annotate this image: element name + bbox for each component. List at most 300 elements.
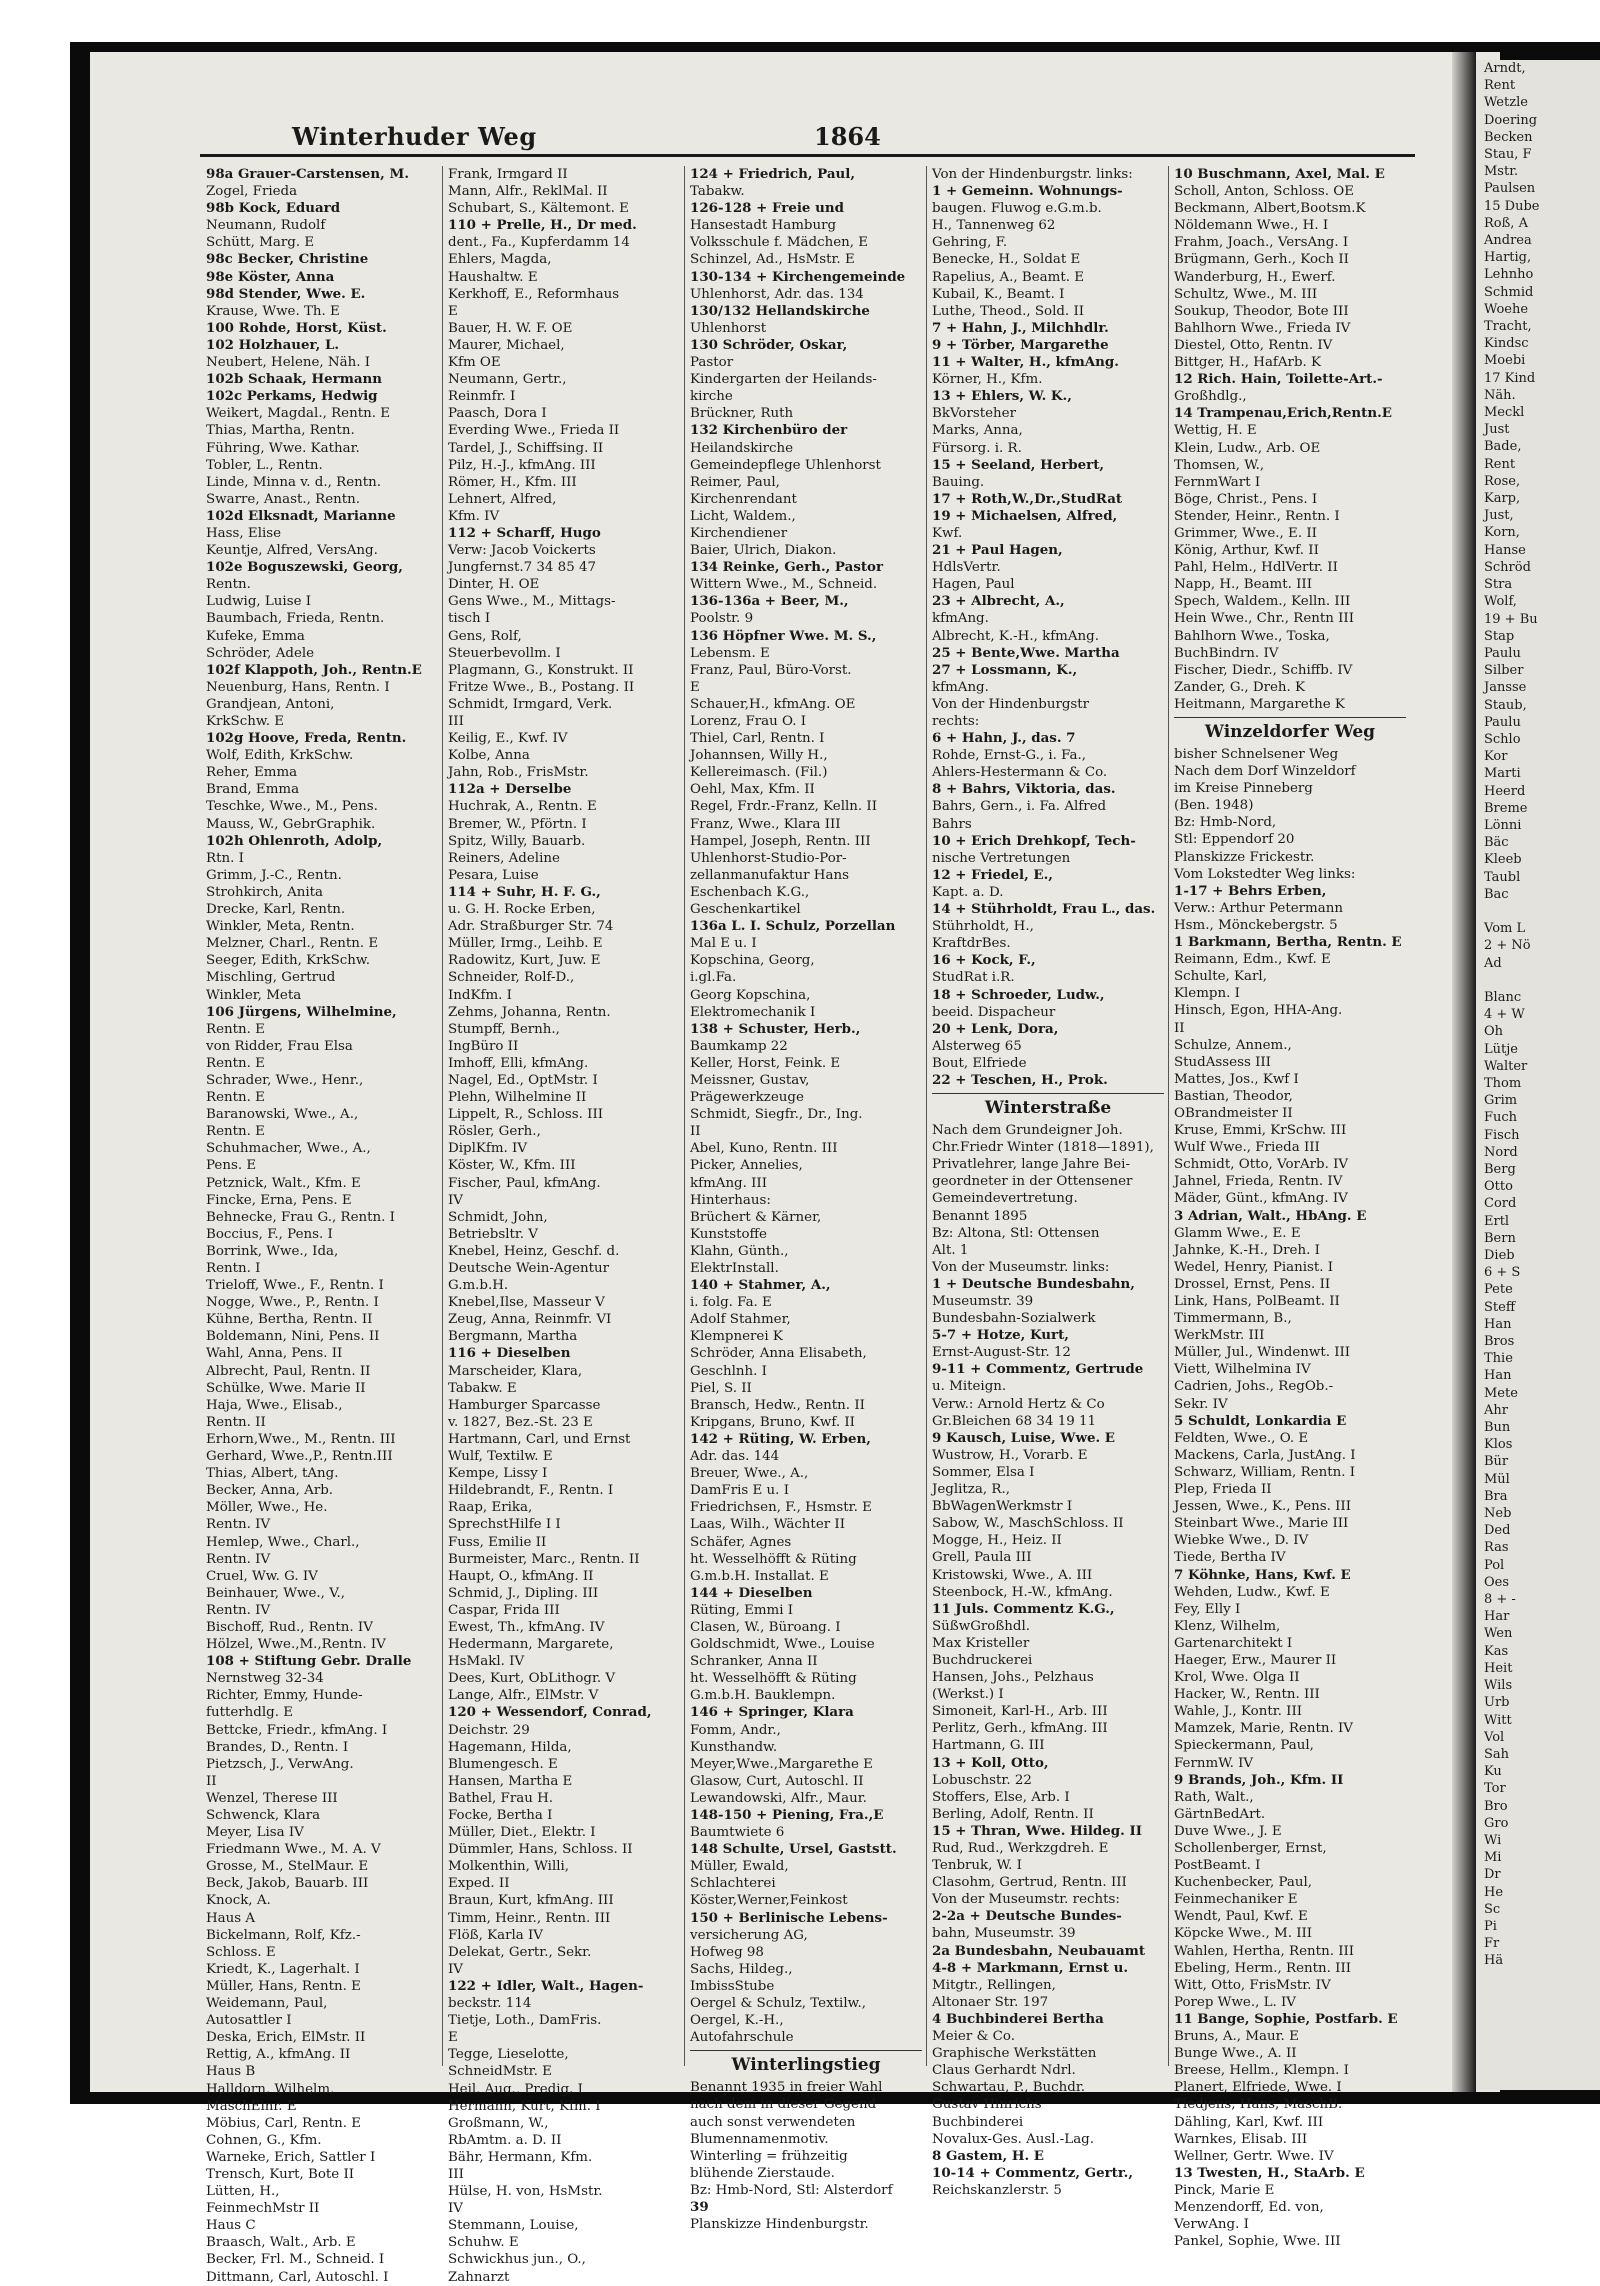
directory-entry: Rentn. E [206,1055,265,1071]
facing-page-fragment: Mstr. [1484,164,1519,180]
directory-entry: Autofahrschule [690,2030,794,2046]
directory-entry: 146 + Springer, Klara [690,1704,854,1721]
directory-entry: 130-134 + Kirchengemeinde [690,268,906,285]
directory-entry: HsMakl. IV [448,1654,525,1670]
directory-entry: Timmermann, B., [1174,1311,1292,1327]
directory-entry: Schmidt, Siegfr., Dr., Ing. [690,1107,863,1123]
directory-entry: Böge, Christ., Pens. I [1174,491,1318,507]
directory-entry: Warnkes, Elisab. III [1174,2131,1308,2147]
directory-entry: Führing, Wwe. Kathar. [206,440,360,456]
directory-entry: 22 + Teschen, H., Prok. [932,1071,1108,1088]
directory-entry: 14 + Stührholdt, Frau L., das. [932,901,1156,918]
directory-entry: Hein Wwe., Chr., Rentn III [1174,611,1355,627]
directory-entry: Neubert, Helene, Näh. I [206,355,371,371]
directory-entry: Nernstweg 32-34 [206,1671,324,1687]
directory-entry: Hermann, Kurt, Kfm. I [448,2098,601,2114]
facing-page-fragment: Schröd [1484,559,1531,575]
directory-entry: Volksschule f. Mädchen, E [690,235,869,251]
directory-entry: Kfm OE [448,355,501,371]
directory-entry: Kunststoffe [690,1226,767,1242]
directory-entry: KraftdrBes. [932,936,1011,952]
directory-entry: 10 + Erich Drehkopf, Tech- [932,832,1136,849]
directory-entry: Neuenburg, Hans, Rentn. I [206,679,390,695]
directory-entry: bisher Schnelsener Weg [1174,747,1339,762]
directory-entry: Rettig, A., kfmAng. II [206,2047,351,2063]
facing-page-fragment: Bäc [1484,835,1509,851]
directory-entry: 5-7 + Hotze, Kurt, [932,1327,1069,1344]
directory-entry: Nach dem Dorf Winzeldorf [1174,764,1356,780]
directory-entry: 102e Boguszewski, Georg, [206,559,403,576]
directory-entry: Rentn. E [206,1090,265,1106]
directory-entry: Witt, Otto, FrisMstr. IV [1174,1977,1331,1993]
facing-page-fragment: Mül [1484,1471,1510,1487]
directory-entry: Reimann, Edm., Kwf. E [1174,952,1331,968]
directory-entry: Müller, Diet., Elektr. I [448,1825,596,1841]
facing-page-fragment: Kindsc [1484,336,1529,352]
directory-entry: Möbius, Carl, Rentn. E [206,2115,361,2131]
directory-entry: Hass, Elise [206,525,282,541]
directory-entry: Wendt, Paul, Kwf. E [1174,1909,1308,1925]
directory-entry: Grandjean, Antoni, [206,696,335,712]
directory-entry: Behnecke, Frau G., Rentn. I [206,1209,395,1225]
facing-page-fragment: Paulu [1484,714,1521,730]
directory-entry: Steenbock, H.-W., kfmAng. [932,1584,1113,1600]
facing-page-fragment: Hartig, [1484,250,1532,266]
directory-entry: Kwf. [932,525,963,541]
directory-entry: Müller, Hans, Rentn. E [206,1978,361,1994]
directory-entry: Winterling = frühzeitig [690,2148,848,2164]
directory-entry: Mäder, Günt., kfmAng. IV [1174,1191,1348,1207]
directory-entry: Bittger, H., HafArb. K [1174,355,1322,371]
directory-entry: Alsterweg 65 [932,1038,1022,1054]
directory-entry: Seeger, Edith, KrkSchw. [206,953,371,969]
directory-entry: Schwartau, P., Buchdr. [932,2080,1086,2096]
directory-entry: HdlsVertr. [932,560,1001,576]
directory-entry: BuchBindrn. IV [1174,645,1279,661]
facing-page-fragment: Dieb [1484,1248,1515,1264]
directory-entry: Hofweg 98 [690,1944,764,1960]
directory-entry: König, Arthur, Kwf. II [1174,543,1319,559]
directory-entry: Fürsorg. i. R. [932,440,1022,456]
directory-entry: Hansen, Martha E [448,1773,573,1789]
directory-entry: Gemeindevertretung. [932,1191,1078,1207]
directory-entry: Dittmann, Carl, Autoschl. I [206,2269,389,2285]
directory-entry: Tiede, Bertha IV [1174,1550,1286,1566]
directory-entry: kfmAng. III [690,1175,768,1191]
facing-page-fragment: Meckl [1484,405,1525,421]
facing-page-edge [1476,60,1600,2090]
facing-page-fragment: Fisch [1484,1127,1520,1143]
directory-entry: Strohkirch, Anita [206,884,324,900]
facing-page-fragment: Bade, [1484,439,1522,455]
directory-entry: 2a Bundesbahn, Neubauamt [932,1942,1146,1959]
directory-column-1 [206,166,438,2285]
directory-entry: Fischer, Paul, kfmAng. [448,1175,601,1191]
directory-entry: Haushaltw. E [448,269,538,285]
directory-entry: 18 + Schroeder, Ludw., [932,986,1105,1003]
directory-entry: Schrader, Wwe., Henr., [206,1072,364,1088]
directory-entry: Haus B [206,2064,256,2080]
directory-entry: Diestel, Otto, Rentn. IV [1174,337,1333,353]
directory-entry: Plep, Frieda II [1174,1482,1272,1498]
directory-entry: Wahl, Anna, Pens. II [206,1346,343,1362]
facing-page-fragment: Blanc [1484,989,1522,1005]
facing-page-fragment: Grim [1484,1093,1518,1109]
directory-entry: Schubart, S., Kältemont. E [448,201,629,217]
directory-entry: Friedmann Wwe., M. A. V [206,1842,381,1858]
directory-entry: baugen. Fluwog e.G.m.b. [932,201,1102,217]
directory-entry: Beinhauer, Wwe., V., [206,1585,346,1601]
directory-entry: Bastian, Theodor, [1174,1088,1293,1104]
column-divider [1168,166,1169,2066]
directory-entry: Vom Lokstedter Weg links: [1174,866,1356,882]
directory-entry: 98a Grauer-Carstensen, M. [206,166,409,182]
directory-entry: Sekr. IV [1174,1396,1228,1412]
directory-entry: Kfm. IV [448,508,500,524]
directory-entry: Jahn, Rob., FrisMstr. [448,765,589,781]
facing-page-fragment: Witt [1484,1712,1512,1728]
facing-page-fragment: Tracht, [1484,319,1532,335]
facing-page-fragment: Walter [1484,1058,1528,1074]
facing-page-fragment: Stau, F [1484,147,1532,163]
directory-entry: Wanderburg, H., Ewerf. [1174,269,1336,285]
directory-entry: ht. Wesselhöfft & Rüting [690,1551,857,1567]
directory-entry: Tenbruk, W. I [932,1858,1022,1874]
directory-entry: 98e Köster, Anna [206,268,335,285]
directory-entry: Trensch, Kurt, Bote II [206,2166,355,2182]
facing-page-fragment: Schmid [1484,284,1534,300]
directory-entry: Von der Museumstr. links: [932,1259,1110,1275]
directory-entry: Wulf Wwe., Frieda III [1174,1140,1320,1156]
facing-page-fragment: Mete [1484,1385,1518,1401]
directory-entry: Jahnel, Frieda, Rentn. IV [1174,1174,1343,1190]
directory-entry: 8 Gastem, H. E [932,2147,1045,2164]
facing-page-fragment: Woehe [1484,301,1529,317]
book-gutter [1452,52,1476,2092]
facing-page-fragment: Rent [1484,456,1516,472]
directory-entry: Pankel, Sophie, Wwe. III [1174,2234,1341,2250]
directory-entry: Kubail, K., Beamt. I [932,286,1065,302]
directory-entry: 1 + Gemeinn. Wohnungs- [932,183,1123,200]
directory-entry: Meissner, Gustav, [690,1072,810,1088]
directory-entry: G.m.b.H. Installat. E [690,1568,829,1584]
facing-page-fragment: Han [1484,1368,1512,1384]
directory-entry: 12 + Friedel, E., [932,866,1053,883]
directory-entry: Bunge Wwe., A. II [1174,2046,1297,2062]
directory-entry: Licht, Waldem., [690,508,796,524]
directory-entry: Caspar, Frida III [448,1602,560,1618]
directory-entry: Braun, Kurt, kfmAng. III [448,1893,614,1909]
directory-entry: Müller, Ewald, [690,1859,789,1875]
directory-entry: Krause, Wwe. Th. E [206,303,340,319]
facing-page-fragment: Neb [1484,1506,1512,1522]
directory-entry: Delekat, Gertr., Sekr. [448,1944,592,1960]
facing-page-fragment: Mi [1484,1850,1502,1866]
facing-page-fragment: Fuch [1484,1110,1518,1126]
directory-entry: Clasen, W., Büroang. I [690,1619,841,1635]
directory-entry: Hartmann, G. III [932,1738,1045,1754]
directory-entry: Mauss, W., GebrGraphik. [206,816,376,832]
directory-entry: 39 [690,2198,709,2215]
directory-entry: Gerhard, Wwe.,P., Rentn.III [206,1449,393,1465]
directory-entry: Bickelmann, Rolf, Kfz.- [206,1927,361,1943]
directory-entry: Mal E u. I [690,936,757,952]
directory-entry: Bout, Elfriede [932,1055,1027,1071]
directory-entry: Hemlep, Wwe., Charl., [206,1534,360,1550]
directory-entry: Bähr, Hermann, Kfm. [448,2149,593,2165]
directory-entry: Schultz, Wwe., M. III [1174,286,1318,302]
directory-entry: Kolbe, Anna [448,748,530,764]
directory-entry: Schmidt, Otto, VorArb. IV [1174,1157,1349,1173]
directory-entry: 126-128 + Freie und [690,200,844,217]
directory-entry: Hinsch, Egon, HHA-Ang. [1174,1003,1343,1019]
directory-entry: Tietje, Loth., DamFris. [448,2013,602,2029]
directory-entry: Schröder, Adele [206,645,315,661]
directory-entry: Beckmann, Albert,Bootsm.K [1174,201,1366,217]
facing-page-fragment: Cord [1484,1196,1517,1212]
directory-entry: Verw.: Arnold Hertz & Co [932,1396,1105,1412]
directory-entry: Klempn. I [1174,986,1240,1002]
directory-entry: Fomm, Andr., [690,1722,781,1738]
directory-entry: geordneter in der Ottensener [932,1174,1133,1190]
directory-entry: u. Miteign. [932,1379,1007,1395]
directory-entry: Hsm., Mönckebergstr. 5 [1174,917,1338,933]
directory-entry: Kunsthandw. [690,1739,778,1755]
directory-entry: Deichstr. 29 [448,1722,530,1738]
facing-page-fragment: Gro [1484,1815,1509,1831]
directory-entry: Winkler, Meta [206,987,302,1003]
directory-entry: bahn, Museumstr. 39 [932,1926,1076,1942]
directory-entry: Schwickhus jun., O., [448,2252,586,2268]
directory-entry: Piel, S. II [690,1380,752,1396]
directory-entry: 98c Becker, Christine [206,251,369,268]
directory-entry: Frahm, Joach., VersAng. I [1174,235,1349,251]
directory-entry: Plehn, Wilhelmine II [448,1090,587,1106]
facing-page-fragment: Han [1484,1316,1512,1332]
facing-page-fragment: Sc [1484,1901,1501,1917]
directory-entry: Drecke, Karl, Rentn. [206,902,346,918]
directory-entry: Rtn. I [206,850,244,866]
directory-entry: SprechstHilfe I I [448,1517,561,1533]
directory-entry: 15 + Seeland, Herbert, [932,456,1105,473]
directory-entry: v. 1827, Bez.-St. 23 E [448,1414,593,1430]
directory-entry: Jungfernst.7 34 85 47 [448,560,597,576]
directory-entry: Link, Hans, PolBeamt. II [1174,1294,1340,1309]
directory-entry: Frank, Irmgard II [448,167,568,182]
directory-entry: Von der Hindenburgstr [932,696,1090,712]
directory-entry: Rath, Walt., [1174,1789,1254,1805]
facing-page-fragment: Paulsen [1484,181,1536,197]
directory-entry: Richter, Emmy, Hunde- [206,1688,363,1704]
facing-page-fragment: Just [1484,422,1510,438]
directory-entry: Schranker, Anna II [690,1654,818,1670]
directory-entry: Spieckermann, Paul, [1174,1738,1314,1754]
directory-entry: Zeug, Anna, Reinmfr. VI [448,1312,612,1328]
directory-entry: Bettcke, Friedr., kfmAng. I [206,1722,388,1738]
directory-entry: Drossel, Ernst, Pens. II [1174,1276,1331,1292]
directory-entry: Benannt 1935 in freier Wahl [690,2080,883,2096]
facing-page-fragment: Bra [1484,1488,1508,1504]
directory-entry: Möller, Wwe., He. [206,1500,328,1516]
directory-entry: Mattes, Jos., Kwf I [1174,1071,1299,1087]
directory-entry: Raap, Erika, [448,1500,533,1516]
directory-entry: Brandes, D., Rentn. I [206,1739,349,1755]
directory-entry: Paasch, Dora I [448,406,547,422]
facing-page-fragment: Pol [1484,1557,1505,1573]
directory-entry: Kristowski, Wwe., A. III [932,1567,1093,1583]
directory-entry: 120 + Wessendorf, Conrad, [448,1704,652,1721]
directory-entry: 102h Ohlenroth, Adolp, [206,832,383,849]
directory-entry: Tegge, Lieselotte, [448,2047,569,2063]
directory-entry: Buchdruckerei [932,1652,1033,1668]
directory-entry: Schütt, Marg. E [206,235,315,251]
directory-entry: 138 + Schuster, Herb., [690,1020,861,1037]
directory-entry: Gens, Rolf, [448,628,522,644]
directory-entry: II [206,1773,217,1789]
directory-entry: Lippelt, R., Schloss. III [448,1107,604,1123]
directory-entry: Betriebsltr. V [448,1226,538,1242]
directory-entry: Benecke, H., Soldat E [932,252,1081,268]
facing-page-fragment: 2 + Nö [1484,938,1531,954]
directory-entry: Breese, Hellm., Klempn. I [1174,2063,1349,2079]
directory-entry: Keuntje, Alfred, VersAng. [206,543,378,559]
directory-entry: Scholl, Anton, Schloss. OE [1174,184,1354,200]
directory-entry: Römer, H., Kfm. III [448,474,577,490]
facing-page-fragment: Oes [1484,1574,1510,1590]
directory-entry: 13 + Koll, Otto, [932,1754,1049,1771]
directory-entry: Rentn. [206,577,251,593]
directory-entry: Gens Wwe., M., Mittags- [448,594,616,610]
directory-entry: Winkler, Meta, Rentn. [206,919,355,935]
directory-entry: Bischoff, Rud., Rentn. IV [206,1619,373,1635]
directory-entry: Reiners, Adeline [448,850,560,866]
directory-entry: Claus Gerhardt Ndrl. [932,2063,1076,2079]
directory-entry: Bauer, H. W. F. OE [448,320,573,336]
directory-entry: Rohde, Ernst-G., i. Fa., [932,748,1087,764]
directory-entry: Menzendorff, Ed. von, [1174,2199,1324,2215]
directory-entry: Plagmann, G., Konstrukt. II [448,662,634,678]
directory-entry: Wulf, Textilw. E [448,1449,553,1465]
directory-entry: Brügmann, Gerh., Koch II [1174,252,1349,268]
directory-entry: Imhoff, Elli, kfmAng. [448,1055,589,1071]
directory-entry: Feinmechaniker E [1174,1892,1298,1908]
facing-page-fragment: Ahr [1484,1402,1508,1418]
directory-entry: Baumbach, Frieda, Rentn. [206,611,385,627]
facing-page-fragment: 17 Kind [1484,370,1536,386]
page-number: 1864 [814,122,881,151]
directory-entry: Schloss. E [206,1944,276,1960]
directory-entry: Zogel, Frieda [206,184,298,200]
directory-entry: Rentn. II [206,1414,266,1430]
directory-entry: Exped. II [448,1876,510,1892]
directory-entry: IngBüro II [448,1038,519,1054]
directory-column-2 [448,166,680,2285]
directory-entry: Planskizze Hindenburgstr. [690,2217,869,2233]
directory-entry: Meyer, Lisa IV [206,1825,304,1841]
directory-entry: nische Vertretungen [932,850,1071,866]
directory-entry: Hildebrandt, F., Rentn. I [448,1483,614,1499]
directory-entry: beeid. Dispacheur [932,1004,1056,1020]
facing-page-fragment: Stap [1484,628,1515,644]
directory-entry: Rapelius, A., Beamt. E [932,269,1084,285]
directory-entry: Bahrs [932,816,972,832]
directory-entry: Sommer, Elsa I [932,1464,1035,1480]
directory-entry: Jeglitza, R., [932,1482,1010,1498]
directory-entry: 102c Perkams, Hedwig [206,388,378,405]
directory-entry: Blumengesch. E [448,1756,558,1772]
directory-entry: II [690,1124,701,1140]
directory-entry: Köster,Werner,Feinkost [690,1893,848,1909]
facing-page-fragment: Schlo [1484,731,1521,747]
directory-entry: Jahnke, K.-H., Dreh. I [1174,1242,1320,1258]
directory-entry: Teschke, Wwe., M., Pens. [206,799,378,815]
directory-entry: 10-14 + Commentz, Gertr., [932,2164,1134,2181]
facing-page-fragment: 6 + S [1484,1265,1521,1281]
facing-page-fragment: Dr [1484,1867,1501,1883]
directory-entry: Bz: Hmb-Nord, [1174,815,1277,831]
directory-entry: Marscheider, Klara, [448,1363,583,1379]
directory-entry: kirche [690,389,733,405]
directory-entry: G.m.b.H. Bauklempn. [690,1688,836,1704]
directory-entry: 134 Reinke, Gerh., Pastor [690,559,884,576]
directory-entry: rechts: [932,714,980,729]
directory-entry: 7 Köhnke, Hans, Kwf. E [1174,1566,1351,1583]
directory-entry: Mischling, Gertrud [206,970,336,986]
directory-entry: Brand, Emma [206,782,300,798]
directory-entry: Von der Hindenburgstr. links: [932,167,1133,182]
directory-entry: 17 + Roth,W.,Dr.,StudRat [932,490,1123,507]
directory-entry: Keller, Horst, Feink. E [690,1055,841,1071]
directory-entry: Gemeindepflege Uhlenhorst [690,457,881,473]
directory-entry: Braasch, Walt., Arb. E [206,2235,356,2251]
facing-page-fragment: Karp, [1484,491,1521,507]
facing-page-fragment: Korn, [1484,525,1520,541]
directory-entry: Von der Museumstr. rechts: [932,1892,1120,1908]
facing-page-fragment: Wen [1484,1626,1513,1642]
directory-entry: Goldschmidt, Wwe., Louise [690,1637,875,1653]
facing-page-fragment: Lütje [1484,1041,1518,1057]
directory-entry: Tabakw. E [448,1380,517,1396]
directory-entry: Albrecht, K.-H., kfmAng. [932,628,1099,644]
directory-entry: G.m.b.H. [448,1278,509,1294]
directory-entry: 136 Höpfner Wwe. M. S., [690,627,877,644]
directory-entry: 148 Schulte, Ursel, Gaststt. [690,1841,897,1858]
directory-entry: Jessen, Wwe., K., Pens. III [1174,1499,1352,1515]
directory-entry: Keilig, E., Kwf. IV [448,731,568,747]
directory-entry: 4-8 + Markmann, Ernst u. [932,1959,1128,1976]
directory-entry: Verw: Jacob Voickerts [448,543,596,559]
directory-entry: Molkenthin, Willi, [448,1859,570,1875]
directory-entry: Hagen, Paul [932,577,1015,593]
directory-entry: Prägewerkzeuge [690,1090,804,1106]
directory-entry: Hansen, Johs., Pelzhaus [932,1670,1094,1686]
directory-entry: Becker, Anna, Arb. [206,1483,334,1499]
directory-entry: 6 + Hahn, J., das. 7 [932,730,1076,747]
directory-entry: Bauing. [932,474,985,490]
directory-entry: Clasohm, Gertrud, Rentn. III [932,1875,1127,1891]
directory-entry: Schröder, Anna Elisabeth, [690,1346,867,1362]
directory-entry: Ludwig, Luise I [206,594,312,610]
directory-entry: versicherung AG, [690,1927,808,1943]
directory-entry: Müller, Irmg., Leihb. E [448,936,603,952]
directory-entry: Schollenberger, Ernst, [1174,1841,1327,1856]
directory-entry: Haus A [206,1910,256,1926]
facing-page-fragment: Pi [1484,1918,1497,1934]
directory-entry: Uhlenhorst, Adr. das. 134 [690,286,864,302]
facing-page-fragment: Ad [1484,955,1502,971]
directory-entry: Dinter, H. OE [448,577,540,593]
directory-entry: Grosse, M., StelMaur. E [206,1859,369,1875]
